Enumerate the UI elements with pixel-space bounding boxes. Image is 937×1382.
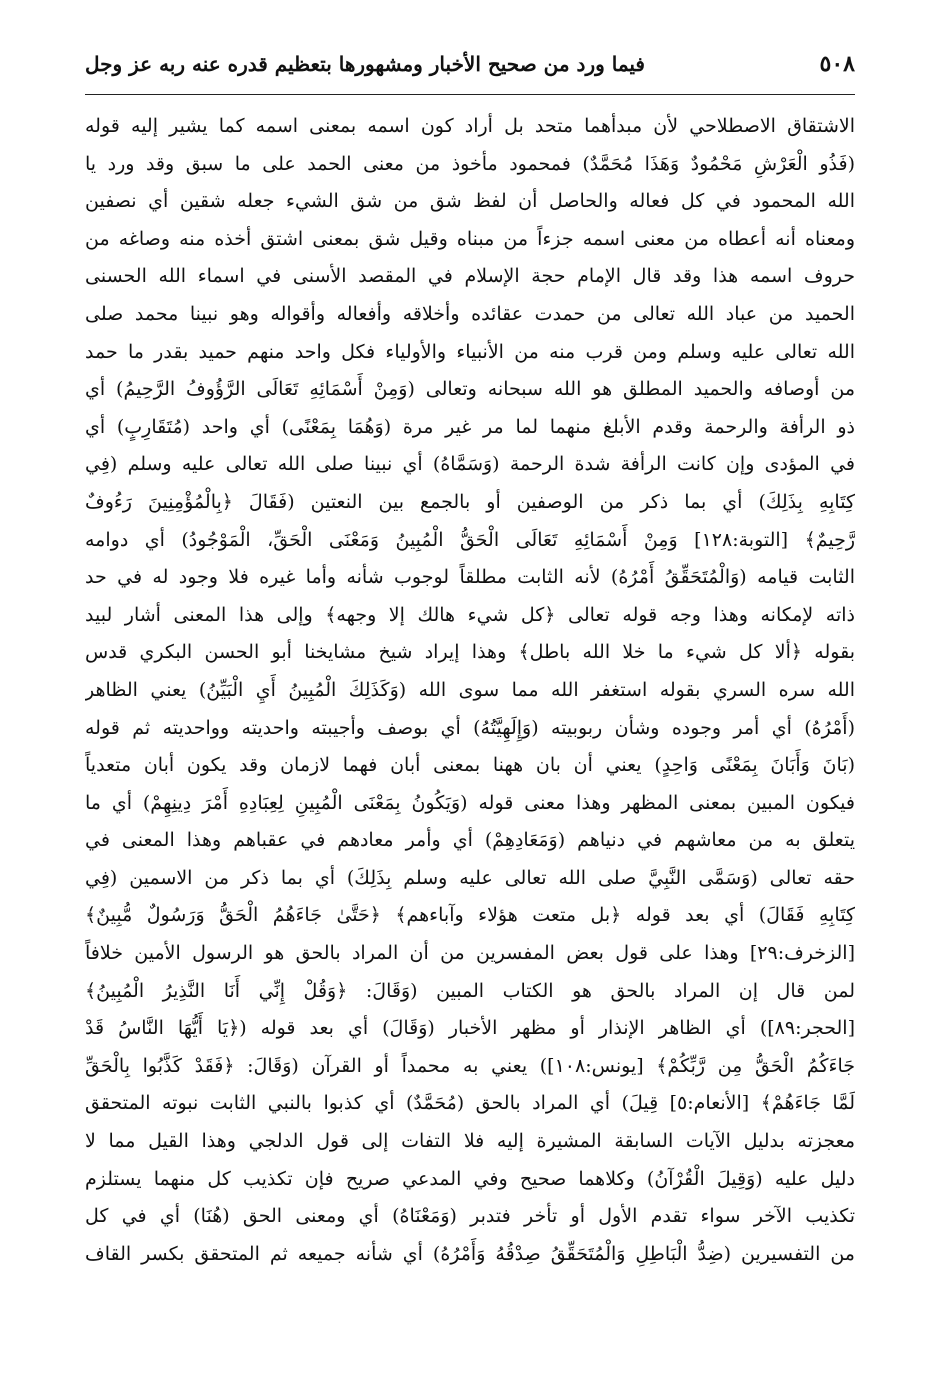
- text-line: الثابت قيامه (وَالْمُتَحَقِّقُ أَمْرُهُ) لأنه الثابت مطلقاً لوجوب شأنه وأما غيره فلا وجود له في حد: [85, 566, 855, 589]
- text-line: الله المحمود في كل فعاله والحاصل أن لفظ شق من شق الشيء جعله شقين أي نصفين: [85, 190, 855, 213]
- page-header: [85, 44, 855, 84]
- text-line: من أوصافه والحميد المطلق هو الله سبحانه وتعالى (وَمِنْ أَسْمَائِهِ تَعَالَى الرَّؤُوفُ الرَّحِيمُ) أي: [85, 378, 855, 401]
- text-line: من التفسيرين (ضِدُّ الْبَاطِلِ وَالْمُتَحَقِّقُ صِدْقُهُ وَأَمْرُهُ) أي شأنه جميعه ثم المتحقق بكسر القاف: [85, 1242, 855, 1265]
- text-line: [الزخرف:٢٩] وهذا على قول بعض المفسرين من أن المراد بالحق هو الرسول الأمين خلافاً: [85, 942, 855, 965]
- text-line: كِتَابِهِ بِذَلِكَ) أي بما ذكر من الوصفين أو بالجمع بين النعتين (فَقَالَ ﴿بِالْمُؤْمِنِينَ رَءُوفٌ: [85, 490, 855, 513]
- text-line: دليل عليه (وَقِيلَ الْقُرْآنُ) وكلاهما صحيح وفي المدعي صريح فإن تكذيب كل منهما يستلزم: [85, 1167, 855, 1190]
- text-line: الحميد من عباد الله تعالى من حمدت عقائده وأخلاقه وأفعاله وأقواله وهو نبينا محمد صلى: [85, 302, 855, 325]
- text-line: يتعلق به من معاشهم في دنياهم (وَمَعَادِهِمْ) أي وأمر معادهم في عقباهم وهذا المعنى في: [85, 829, 855, 852]
- text-line: بقوله ﴿ألا كل شيء ما خلا الله باطل﴾ وهذا إيراد شيخ مشايخنا أبو الحسن البكري قدس: [85, 641, 855, 664]
- text-line: ذاته لإمكانه وهذا وجه قوله تعالى ﴿كل شيء هالك إلا وجهه﴾ وإلى هذا المعنى أشار لبيد: [85, 603, 855, 626]
- text-line: الله سره السري بقوله استغفر الله مما سوى الله (وَكَذَلِكَ الْمُبِينُ أَيِ الْبَيِّنُ) يعني الظاهر: [85, 678, 855, 701]
- text-line: رَّحِيمٌ﴾ [التوبة:١٢٨] وَمِنْ أَسْمَائِهِ تَعَالَى الْحَقُّ الْمُبِينُ وَمَعْنَى الْحَقِّ، الْمَوْجُودُ) أي دوامه: [85, 528, 855, 551]
- running-title: فيما ورد من صحيح الأخبار ومشهورها بتعظيم قدره عنه ربه عز وجل: [85, 52, 645, 76]
- text-line: ذو الرأفة والرحمة وقدم الأبلغ منهما لما مر غير مرة (وَهُمَا بِمَعْنًى) أي واحد (مُتَقَارِبٍ) أي: [85, 415, 855, 438]
- text-line: [الحجر:٨٩]) أي الظاهر الإنذار أو مظهر الأخبار (وَقَالَ) أي بعد قوله (﴿يَا أَيُّهَا النَّاسُ قَدْ: [85, 1017, 855, 1040]
- header-divider: [85, 94, 855, 95]
- text-line: ومعناه أنه أعطاه من معنى اسمه جزءاً من مبناه وقيل شق بمعنى اشتق أخذه منه وصاغه من: [85, 227, 855, 250]
- text-line: الله تعالى عليه وسلم ومن قرب منه من الأنبياء والأولياء فكل واحد منهم حميد بقدر ما حمد: [85, 340, 855, 363]
- text-line: جَاءَكُمُ الْحَقُّ مِن رَّبِّكُمْ﴾ [يونس:١٠٨]) يعني به محمداً أو القرآن (وَقَالَ: ﴿فَقَدْ كَذَّبُوا بِالْحَقِّ: [85, 1054, 855, 1077]
- text-line: معجزته بدليل الآيات السابقة المشيرة إليه فلا التفات إلى قول الدلجي وهذا القيل مما لا: [85, 1130, 855, 1153]
- text-line: حروف اسمه هذا وقد قال الإمام حجة الإسلام في المقصد الأسنى في اسماء الله الحسنى: [85, 265, 855, 288]
- text-line: حقه تعالى (وَسَمَّى النَّبِيَّ صلى الله تعالى عليه وسلم بِذَلِكَ) أي بما ذكر من الاسمين (فِي: [85, 866, 855, 889]
- body-text: [85, 108, 855, 1273]
- text-line: الاشتقاق الاصطلاحي لأن مبدأهما متحد بل أراد كون اسمه بمعنى اسمه كما يشير إليه قوله: [85, 115, 855, 137]
- text-line: فيكون المبين بمعنى المظهر وهذا معنى قوله (وَيَكُونُ بِمَعْنَى الْمُبِينِ لِعِبَادِهِ أَمْرَ دِينِهِمْ) أي ما: [85, 791, 855, 814]
- text-line: (فَذُو الْعَرْشِ مَحْمُودٌ وَهَذَا مُحَمَّدٌ) فمحمود مأخوذ من معنى الحمد على ما سبق وقد ورد يا: [85, 152, 855, 175]
- text-line: لمن قال إن المراد بالحق هو الكتاب المبين (وَقَالَ: ﴿وَقُلْ إِنِّي أَنَا النَّذِيرُ الْمُبِينُ﴾: [85, 979, 855, 1002]
- text-line: كِتَابِهِ فَقَالَ) أي بعد قوله ﴿بل متعت هؤلاء وآباءهم﴾ ﴿حَتَّىٰ جَاءَهُمُ الْحَقُّ وَرَسُولٌ مُّبِينٌ﴾: [85, 904, 855, 927]
- text-line: (بَانَ وَأَبَانَ بِمَعْنًى وَاحِدٍ) يعني أن بان ههنا بمعنى أبان فهما لازمان وقد يكون أبان متعدياً: [85, 754, 855, 777]
- text-line: لَمَّا جَاءَهُمْ﴾ [الأنعام:٥] قِيلَ) أي المراد بالحق (مُحَمَّدٌ) أي كذبوا بالنبي الثابت نبوته المتحقق: [85, 1092, 855, 1115]
- text-line: في المؤدى وإن كانت الرأفة شدة الرحمة (وَسَمَّاهُ) أي نبينا صلى الله تعالى عليه وسلم (فِي: [85, 453, 855, 476]
- text-line: (أَمْرُهُ) أي أمر وجوده وشأن ربوبيته (وَإِلَهِيَّتُهُ) أي بوصف وأجيبته واحديته وواحديته ثم قوله: [85, 716, 855, 739]
- page-number: ٥٠٨: [819, 51, 855, 77]
- text-line: تكذيب الآخر سواء تقدم الأول أو تأخر فتدبر (وَمَعْنَاهُ) أي ومعنى الحق (هُنَا) أي في كل: [85, 1205, 855, 1228]
